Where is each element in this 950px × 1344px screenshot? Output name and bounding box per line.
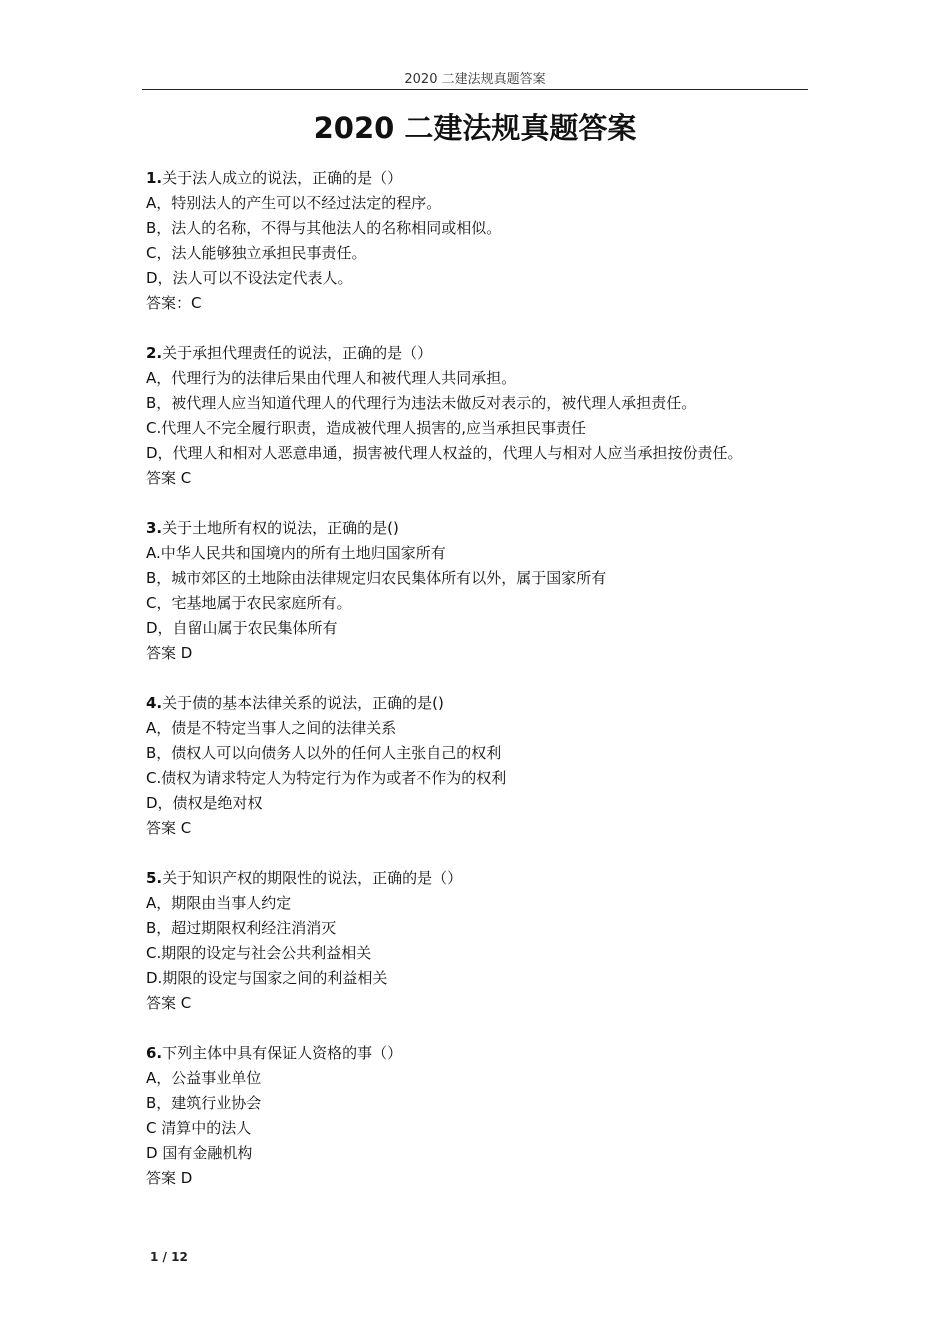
question-text: 关于承担代理责任的说法，正确的是（） — [162, 344, 433, 362]
option-d: D，代理人和相对人恶意串通，损害被代理人权益的，代理人与相对人应当承担按份责任。 — [146, 444, 743, 462]
answer: 答案：C — [146, 294, 202, 312]
page-number: 1 / 12 — [150, 1250, 188, 1264]
answer: 答案 C — [146, 469, 192, 487]
option-c: C.代理人不完全履行职责，造成被代理人损害的,应当承担民事责任 — [146, 419, 587, 437]
option-c: C.债权为请求特定人为特定行为作为或者不作为的权利 — [146, 769, 507, 787]
question-4 — [146, 691, 826, 841]
question-stem — [146, 1041, 826, 1066]
option-b: B，债权人可以向债务人以外的任何人主张自己的权利 — [146, 744, 502, 762]
option-d: D，法人可以不设法定代表人。 — [146, 269, 353, 287]
answer: 答案 D — [146, 1169, 193, 1187]
question-stem — [146, 691, 826, 716]
option-a: A，特别法人的产生可以不经过法定的程序。 — [146, 194, 442, 212]
option-c: C.期限的设定与社会公共利益相关 — [146, 944, 372, 962]
header-divider — [142, 89, 808, 90]
question-text: 关于知识产权的期限性的说法，正确的是（） — [162, 869, 463, 887]
question-list — [146, 166, 826, 1216]
question-stem — [146, 166, 826, 191]
option-a: A，代理行为的法律后果由代理人和被代理人共同承担。 — [146, 369, 517, 387]
question-text: 关于债的基本法律关系的说法，正确的是() — [162, 694, 444, 712]
question-text: 关于法人成立的说法，正确的是（） — [162, 169, 403, 187]
question-6 — [146, 1041, 826, 1191]
option-c: C，法人能够独立承担民事责任。 — [146, 244, 367, 262]
running-header: 2020 二建法规真题答案 — [404, 72, 546, 87]
question-stem — [146, 341, 826, 366]
question-number: 4. — [146, 694, 163, 712]
question-2 — [146, 341, 826, 491]
answer: 答案 D — [146, 644, 193, 662]
option-d: D.期限的设定与国家之间的利益相关 — [146, 969, 388, 987]
question-1 — [146, 166, 826, 316]
answer: 答案 C — [146, 994, 192, 1012]
question-5 — [146, 866, 826, 1016]
question-number: 6. — [146, 1044, 163, 1062]
question-stem — [146, 516, 826, 541]
option-b: B，建筑行业协会 — [146, 1094, 262, 1112]
question-number: 1. — [146, 169, 163, 187]
question-text: 关于土地所有权的说法，正确的是() — [162, 519, 399, 537]
option-b: B，超过期限权利经注消消灭 — [146, 919, 337, 937]
option-d: D，债权是绝对权 — [146, 794, 263, 812]
option-b: B，法人的名称，不得与其他法人的名称相同或相似。 — [146, 219, 502, 237]
question-number: 5. — [146, 869, 163, 887]
question-stem — [146, 866, 826, 891]
answer: 答案 C — [146, 819, 192, 837]
option-d: D 国有金融机构 — [146, 1144, 253, 1162]
question-number: 2. — [146, 344, 163, 362]
option-a: A，公益事业单位 — [146, 1069, 262, 1087]
option-c: C 清算中的法人 — [146, 1119, 252, 1137]
option-d: D，自留山属于农民集体所有 — [146, 619, 338, 637]
question-text: 下列主体中具有保证人资格的事（） — [162, 1044, 403, 1062]
page-title: 2020 二建法规真题答案 — [313, 111, 637, 145]
option-b: B，被代理人应当知道代理人的代理行为违法未做反对表示的，被代理人承担责任。 — [146, 394, 697, 412]
option-a: A.中华人民共和国境内的所有土地归国家所有 — [146, 544, 446, 562]
option-b: B，城市郊区的土地除由法律规定归农民集体所有以外，属于国家所有 — [146, 569, 607, 587]
question-number: 3. — [146, 519, 163, 537]
option-a: A，期限由当事人约定 — [146, 894, 292, 912]
option-c: C，宅基地属于农民家庭所有。 — [146, 594, 352, 612]
question-3 — [146, 516, 826, 666]
option-a: A，债是不特定当事人之间的法律关系 — [146, 719, 397, 737]
